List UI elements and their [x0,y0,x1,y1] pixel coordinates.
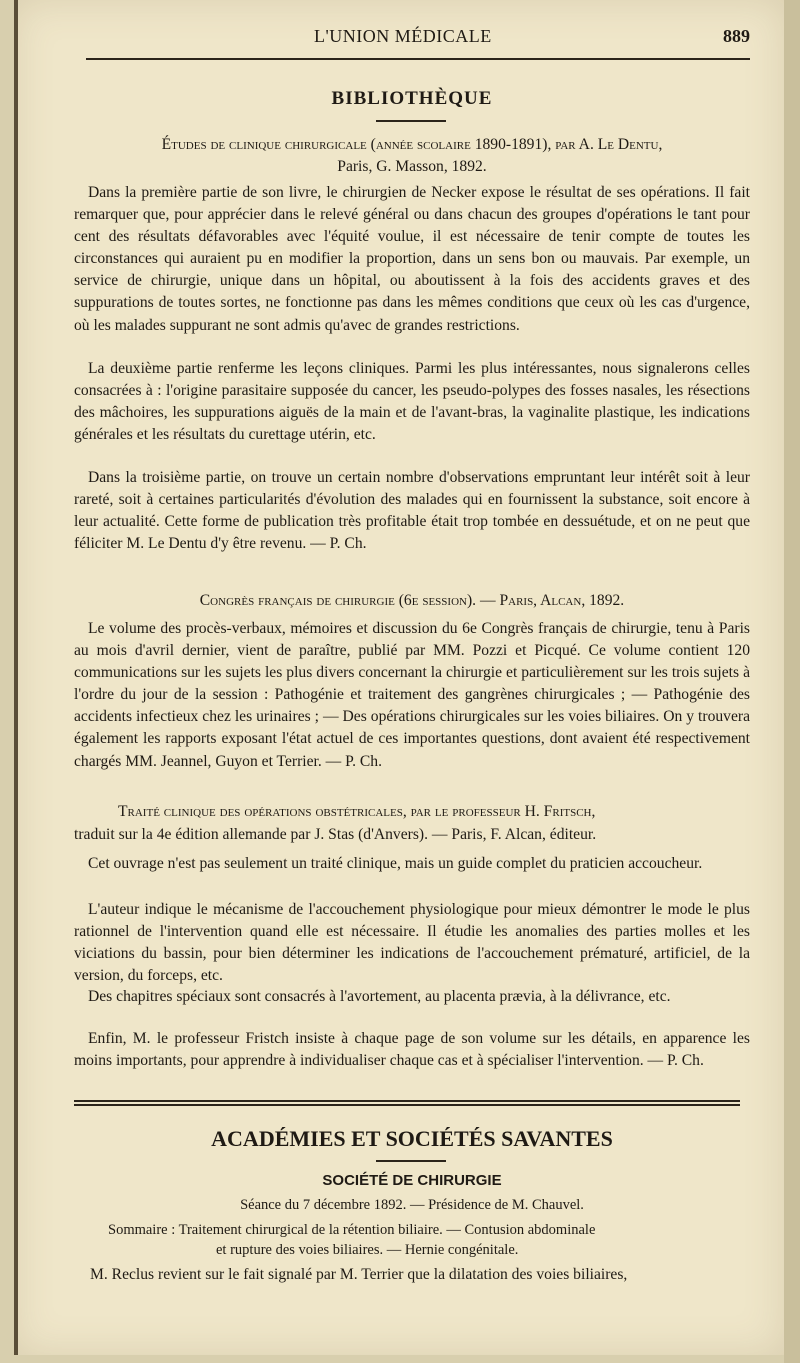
review-paragraph: Des chapitres spéciaux sont consacrés à l'avortement, au placenta prævia, à la délivrance, etc. [88,988,671,1005]
book-reference-3: Traité clinique des opérations obstétricales, par le professeur H. Fritsch, [118,803,596,820]
review-paragraph: Dans la première partie de son livre, le chirurgien de Necker expose le résultat de ses opérations. Il fait remarquer que, pour apprécier dans le relevé général ou dans chacun des groupes d'opérations le tant pour cent des résultats défavorables avec l'équité voulue, il est nécessaire de tenir compte de toutes les circonstances qui auraient pu en modifier la proportion, dans un sens bon ou mauvais. Par exemple, un service de chirurgie, unique dans un hôpital, ou aboutissent à la fois des accidents graves et des suppurations de toutes sortes, ne fonctionne pas dans les mêmes conditions que ceux où les cas d'urgence, où les malades suppurant ne sont admis qu'avec de grandes restrictions. [74,184,750,334]
review-paragraph: Dans la troisième partie, on trouve un certain nombre d'observations empruntant leur intérêt soit à leur rareté, soit à certaines particularités d'évolution des malades qui en fournissent la substance, soit encore à leur actualité. Cette forme de publication très profitable était trop tombée en dessuétude, et on ne peut que féliciter M. Le Dentu d'y être revenu. — P. Ch. [74,469,750,553]
page-number: 889 [723,26,750,46]
page-margin [784,0,800,1363]
summary-line: Sommaire : Traitement chirurgical de la rétention biliaire. — Contusion abdominale [108,1222,596,1238]
review-paragraph: Cet ouvrage n'est pas seulement un traité clinique, mais un guide complet du praticien accoucheur. [88,855,703,872]
journal-title: L'UNION MÉDICALE [314,26,492,46]
bibliotheque-heading: BIBLIOTHÈQUE [331,88,493,109]
review-paragraph: Enfin, M. le professeur Fristch insiste à chaque page de son volume sur les détails, en apparence les moins importants, pour apprendre à individualiser chaque cas et à spécialiser l'intervention. — P. Ch. [74,1030,750,1070]
review-paragraph: Le volume des procès-verbaux, mémoires et discussion du 6e Congrès français de chirurgie, tenu à Paris au mois d'avril dernier, vient de paraître, publié par MM. Pozzi et Picqué. Ce volume contient 120 communications sur les sujets les plus divers concernant la chirurgie et particulièrement sur les trois sujets à l'ordre du jour de la session : Pathogénie et traitement des gangrènes chirurgicales ; — Pathogénie des accidents infectieux chez les urinaires ; — Des opérations chirurgicales sur les voies biliaires. On y trouvera également les rapports exposant l'état actuel de ces importantes questions, dont avaient été respectivement chargés MM. Jeannel, Guyon et Terrier. — P. Ch. [74,620,750,770]
book-reference-1-publisher: Paris, G. Masson, 1892. [337,158,487,175]
summary-line: et rupture des voies biliaires. — Hernie congénitale. [216,1242,519,1258]
heading-rule [376,120,446,122]
session-line: Séance du 7 décembre 1892. — Présidence de M. Chauvel. [240,1197,584,1213]
review-paragraph: La deuxième partie renferme les leçons cliniques. Parmi les plus intéressantes, nous signalerons celles consacrées à : l'origine parasitaire supposée du cancer, les pseudo-polypes des fosses nasales, les résections des mâchoires, les suppurations aiguës de la main et de l'avant-bras, la vaginalite plastique, les indications générales et les résultats du curettage utérin, etc. [74,360,750,444]
running-head [74,22,750,50]
section-divider [74,1100,740,1106]
book-reference-1: Études de clinique chirurgicale (année scolaire 1890-1891), par A. Le Dentu, [161,136,663,153]
book-reference-3-publisher: traduit sur la 4e édition allemande par J. Stas (d'Anvers). — Paris, F. Alcan, éditeur. [74,826,597,843]
review-paragraph: L'auteur indique le mécanisme de l'accouchement physiologique pour mieux démontrer le mode le plus rationnel de l'intervention quand elle est nécessaire. Il étudie les anomalies des parties molles et les viciations du bassin, pour bien déterminer les indications de l'accouchement prématuré, artificiel, de la version, du forceps, etc. [74,901,750,985]
society-heading: SOCIÉTÉ DE CHIRURGIE [322,1172,502,1189]
header-rule [86,58,750,60]
academies-heading: ACADÉMIES ET SOCIÉTÉS SAVANTES [211,1126,613,1151]
body-line: M. Reclus revient sur le fait signalé par M. Terrier que la dilatation des voies biliaires, [90,1266,628,1283]
heading-rule [376,1160,446,1162]
page-edge [14,0,18,1355]
book-reference-2: Congrès français de chirurgie (6e session). — Paris, Alcan, 1892. [199,592,625,609]
